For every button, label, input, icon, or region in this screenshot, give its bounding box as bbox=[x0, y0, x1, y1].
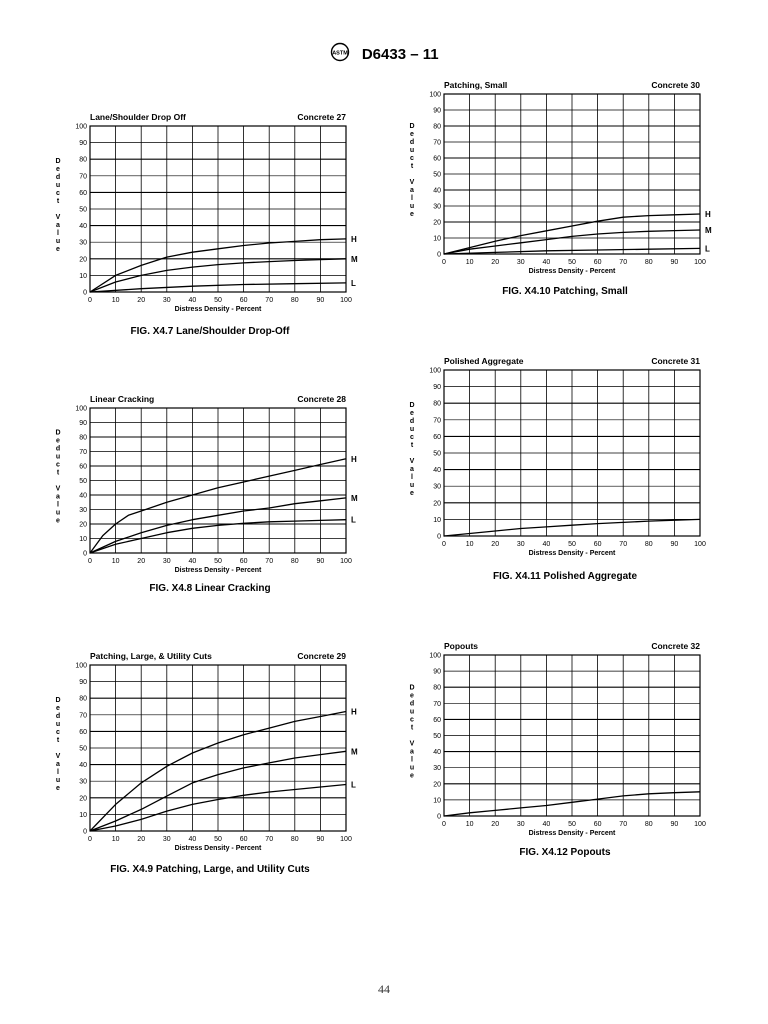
series-label-m: M bbox=[351, 254, 358, 264]
x-tick-label: 60 bbox=[239, 558, 248, 565]
y-axis-label: D e d u c t V a l u e bbox=[409, 684, 415, 780]
y-tick-label: 70 bbox=[433, 139, 441, 147]
x-tick-label: 70 bbox=[265, 558, 274, 565]
x-tick-label: 50 bbox=[568, 821, 576, 828]
x-axis-label: Distress Density - Percent bbox=[528, 268, 616, 275]
chart-svg bbox=[52, 390, 358, 582]
x-tick-label: 60 bbox=[593, 259, 602, 266]
y-tick-label: 30 bbox=[433, 483, 441, 491]
chart-popouts bbox=[406, 637, 716, 845]
y-tick-label: 10 bbox=[79, 811, 87, 819]
x-tick-label: 90 bbox=[670, 821, 679, 828]
chart-title: Linear Cracking bbox=[90, 394, 155, 404]
y-tick-label: 60 bbox=[79, 728, 87, 736]
x-tick-label: 0 bbox=[442, 541, 446, 548]
x-tick-label: 60 bbox=[593, 541, 602, 548]
series-label-m: M bbox=[351, 747, 358, 757]
caption-fig-x4-12: FIG. X4.12 Popouts bbox=[519, 847, 611, 858]
grid bbox=[90, 665, 346, 831]
x-tick-label: 100 bbox=[340, 558, 352, 565]
x-tick-label: 30 bbox=[516, 821, 525, 828]
x-tick-label: 90 bbox=[670, 259, 679, 266]
y-tick-label: 100 bbox=[75, 123, 87, 131]
x-tick-label: 20 bbox=[137, 297, 146, 304]
logo-text: ASTM bbox=[332, 50, 349, 57]
y-tick-label: 60 bbox=[79, 463, 87, 471]
x-axis-label: Distress Density - Percent bbox=[174, 845, 262, 852]
y-tick-label: 20 bbox=[79, 521, 87, 529]
y-tick-label: 30 bbox=[79, 239, 87, 247]
x-tick-label: 50 bbox=[214, 836, 222, 843]
y-tick-label: 70 bbox=[433, 417, 441, 425]
x-tick-label: 90 bbox=[316, 836, 325, 843]
x-tick-label: 80 bbox=[644, 821, 653, 828]
x-tick-label: 30 bbox=[516, 259, 525, 266]
y-tick-label: 80 bbox=[79, 434, 87, 442]
x-tick-label: 40 bbox=[542, 541, 551, 548]
chart-title: Patching, Small bbox=[444, 80, 508, 90]
series-label-l: L bbox=[351, 515, 356, 525]
x-tick-label: 20 bbox=[491, 259, 500, 266]
y-tick-label: 10 bbox=[433, 797, 441, 805]
y-tick-label: 90 bbox=[79, 140, 87, 148]
chart-linear-cracking bbox=[52, 390, 358, 582]
y-tick-label: 70 bbox=[433, 700, 441, 708]
x-tick-label: 70 bbox=[265, 836, 274, 843]
y-tick-label: 50 bbox=[433, 733, 441, 740]
document-id: D6433 – 11 bbox=[361, 46, 439, 63]
y-tick-label: 50 bbox=[433, 171, 441, 179]
x-tick-label: 80 bbox=[290, 836, 299, 843]
y-tick-label: 20 bbox=[79, 795, 87, 803]
chart-svg bbox=[406, 352, 716, 568]
x-tick-label: 70 bbox=[619, 821, 628, 828]
y-tick-label: 60 bbox=[79, 189, 87, 197]
grid bbox=[90, 126, 346, 292]
chart-subtitle: Concrete 29 bbox=[297, 651, 346, 661]
x-tick-label: 20 bbox=[491, 541, 500, 548]
x-tick-label: 50 bbox=[214, 558, 222, 565]
y-axis-label: D e d u c t V a l u e bbox=[55, 158, 61, 253]
y-tick-label: 10 bbox=[433, 516, 441, 524]
y-tick-label: 60 bbox=[433, 716, 441, 724]
y-tick-label: 60 bbox=[433, 155, 441, 163]
page-number: 44 bbox=[378, 982, 390, 996]
series-label-l: L bbox=[705, 244, 710, 254]
y-tick-label: 100 bbox=[429, 652, 441, 660]
x-tick-label: 20 bbox=[491, 821, 500, 828]
x-tick-label: 10 bbox=[111, 558, 120, 565]
caption-fig-x4-7: FIG. X4.7 Lane/Shoulder Drop-Off bbox=[130, 326, 290, 337]
x-axis-label: Distress Density - Percent bbox=[528, 550, 616, 557]
x-tick-label: 0 bbox=[442, 821, 446, 828]
x-tick-label: 10 bbox=[465, 541, 474, 548]
series-label-m: M bbox=[705, 226, 712, 235]
y-tick-label: 90 bbox=[433, 107, 441, 115]
caption-fig-x4-11: FIG. X4.11 Polished Aggregate bbox=[492, 571, 638, 582]
x-tick-label: 40 bbox=[188, 836, 197, 843]
y-tick-label: 90 bbox=[79, 420, 87, 427]
x-tick-label: 60 bbox=[239, 836, 248, 843]
series-label-m: M bbox=[351, 493, 358, 503]
series-label-h: H bbox=[351, 234, 357, 244]
chart-svg bbox=[406, 76, 716, 284]
x-tick-label: 80 bbox=[290, 297, 299, 304]
y-tick-label: 0 bbox=[437, 533, 441, 541]
grid bbox=[444, 370, 700, 536]
y-tick-label: 70 bbox=[79, 449, 87, 456]
series-label-l: L bbox=[351, 780, 356, 790]
y-tick-label: 0 bbox=[83, 289, 87, 297]
x-tick-label: 70 bbox=[619, 259, 628, 266]
series-label-h: H bbox=[351, 454, 357, 464]
y-tick-label: 80 bbox=[433, 123, 441, 131]
x-tick-label: 0 bbox=[88, 836, 92, 843]
x-tick-label: 0 bbox=[442, 259, 446, 266]
page-header bbox=[0, 42, 768, 67]
caption-fig-x4-8: FIG. X4.8 Linear Cracking bbox=[149, 583, 271, 594]
y-axis-label: D e d u c t V a l u e bbox=[55, 697, 61, 792]
x-axis-label: Distress Density - Percent bbox=[528, 830, 616, 837]
y-tick-label: 50 bbox=[79, 206, 87, 214]
x-tick-label: 50 bbox=[568, 259, 576, 266]
x-tick-label: 70 bbox=[265, 297, 274, 304]
y-tick-label: 40 bbox=[433, 749, 441, 757]
y-tick-label: 20 bbox=[433, 219, 441, 227]
chart-subtitle: Concrete 30 bbox=[651, 80, 700, 90]
y-tick-label: 20 bbox=[433, 781, 441, 789]
chart-svg bbox=[52, 108, 358, 318]
x-tick-label: 10 bbox=[465, 259, 474, 266]
series-label-h: H bbox=[705, 210, 711, 219]
y-tick-label: 10 bbox=[79, 272, 87, 280]
series-label-l: L bbox=[351, 278, 356, 288]
chart-title: Popouts bbox=[444, 641, 478, 651]
y-tick-label: 100 bbox=[75, 405, 87, 413]
y-tick-label: 100 bbox=[429, 91, 441, 99]
y-tick-label: 20 bbox=[433, 500, 441, 508]
x-tick-label: 10 bbox=[465, 821, 474, 828]
caption-fig-x4-10: FIG. X4.10 Patching, Small bbox=[502, 286, 628, 297]
y-tick-label: 80 bbox=[79, 695, 87, 703]
y-axis-label: D e d u c t V a l u e bbox=[55, 429, 61, 525]
y-tick-label: 90 bbox=[433, 668, 441, 676]
grid bbox=[444, 94, 700, 254]
x-tick-label: 40 bbox=[542, 259, 551, 266]
y-tick-label: 40 bbox=[79, 492, 87, 500]
x-axis-label: Distress Density - Percent bbox=[174, 306, 262, 313]
series-label-h: H bbox=[351, 707, 357, 717]
y-tick-label: 40 bbox=[79, 223, 87, 231]
y-tick-label: 80 bbox=[433, 400, 441, 408]
y-tick-label: 90 bbox=[433, 384, 441, 392]
chart-patching-large-utility-cuts bbox=[52, 647, 358, 863]
x-axis-label: Distress Density - Percent bbox=[174, 567, 262, 574]
x-tick-label: 100 bbox=[694, 821, 706, 828]
astm-logo-icon bbox=[329, 42, 351, 67]
x-tick-label: 10 bbox=[111, 836, 120, 843]
chart-svg bbox=[406, 637, 716, 845]
x-tick-label: 30 bbox=[162, 836, 171, 843]
chart-svg bbox=[52, 647, 358, 863]
chart-polished-aggregate bbox=[406, 352, 716, 568]
y-tick-label: 30 bbox=[79, 778, 87, 786]
y-tick-label: 40 bbox=[433, 187, 441, 195]
y-tick-label: 100 bbox=[429, 367, 441, 375]
y-tick-label: 60 bbox=[433, 433, 441, 441]
x-tick-label: 100 bbox=[340, 836, 352, 843]
x-tick-label: 0 bbox=[88, 558, 92, 565]
x-tick-label: 100 bbox=[694, 259, 706, 266]
y-tick-label: 90 bbox=[79, 679, 87, 687]
x-tick-label: 70 bbox=[619, 541, 628, 548]
x-tick-label: 40 bbox=[542, 821, 551, 828]
y-tick-label: 20 bbox=[79, 256, 87, 264]
x-tick-label: 40 bbox=[188, 558, 197, 565]
y-axis-label: D e d u c t V a l u e bbox=[409, 402, 415, 497]
y-tick-label: 50 bbox=[79, 745, 87, 753]
x-tick-label: 60 bbox=[239, 297, 248, 304]
chart-patching-small bbox=[406, 76, 716, 284]
y-tick-label: 40 bbox=[79, 762, 87, 770]
x-tick-label: 20 bbox=[137, 836, 146, 843]
y-tick-label: 30 bbox=[79, 507, 87, 514]
x-tick-label: 100 bbox=[694, 541, 706, 548]
x-tick-label: 30 bbox=[162, 558, 171, 565]
x-tick-label: 0 bbox=[88, 297, 92, 304]
y-axis-label: D e d u c t V a l u e bbox=[409, 123, 415, 218]
y-tick-label: 70 bbox=[79, 712, 87, 720]
y-tick-label: 0 bbox=[437, 813, 441, 821]
chart-title: Patching, Large, & Utility Cuts bbox=[90, 651, 212, 661]
x-tick-label: 20 bbox=[137, 558, 146, 565]
x-tick-label: 40 bbox=[188, 297, 197, 304]
x-tick-label: 80 bbox=[644, 259, 653, 266]
y-tick-label: 10 bbox=[79, 536, 87, 543]
x-tick-label: 30 bbox=[162, 297, 171, 304]
y-tick-label: 30 bbox=[433, 203, 441, 211]
x-tick-label: 90 bbox=[316, 297, 325, 304]
x-tick-label: 100 bbox=[340, 297, 352, 304]
y-tick-label: 50 bbox=[79, 478, 87, 485]
x-tick-label: 90 bbox=[670, 541, 679, 548]
chart-lane-shoulder-drop-off bbox=[52, 108, 358, 318]
y-tick-label: 0 bbox=[83, 828, 87, 836]
x-tick-label: 60 bbox=[593, 821, 602, 828]
y-tick-label: 70 bbox=[79, 173, 87, 181]
chart-subtitle: Concrete 27 bbox=[297, 112, 346, 122]
x-tick-label: 80 bbox=[644, 541, 653, 548]
y-tick-label: 30 bbox=[433, 765, 441, 773]
x-tick-label: 10 bbox=[111, 297, 120, 304]
x-tick-label: 50 bbox=[568, 541, 576, 548]
x-tick-label: 50 bbox=[214, 297, 222, 304]
y-tick-label: 10 bbox=[433, 235, 441, 243]
y-tick-label: 80 bbox=[79, 156, 87, 164]
chart-title: Polished Aggregate bbox=[444, 356, 524, 366]
y-tick-label: 40 bbox=[433, 467, 441, 475]
y-tick-label: 100 bbox=[75, 662, 87, 670]
y-tick-label: 50 bbox=[433, 450, 441, 458]
x-tick-label: 30 bbox=[516, 541, 525, 548]
grid bbox=[90, 408, 346, 553]
x-tick-label: 80 bbox=[290, 558, 299, 565]
chart-subtitle: Concrete 31 bbox=[651, 356, 700, 366]
y-tick-label: 0 bbox=[83, 550, 87, 558]
caption-fig-x4-9: FIG. X4.9 Patching, Large, and Utility Cuts bbox=[110, 864, 310, 875]
grid bbox=[444, 655, 700, 816]
chart-title: Lane/Shoulder Drop Off bbox=[90, 112, 186, 122]
chart-subtitle: Concrete 28 bbox=[297, 394, 346, 404]
y-tick-label: 0 bbox=[437, 251, 441, 259]
x-tick-label: 90 bbox=[316, 558, 325, 565]
y-tick-label: 80 bbox=[433, 684, 441, 692]
chart-subtitle: Concrete 32 bbox=[651, 641, 700, 651]
